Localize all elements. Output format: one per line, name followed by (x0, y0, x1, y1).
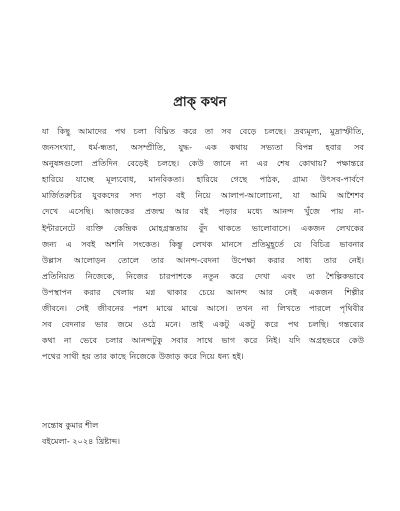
preface-line: অনুষঙ্গগুলো প্রতিদিন বেড়েই চলছে। কেউ জানে না এর শেষ কোথায়? পক্ষান্তরে (42, 158, 364, 169)
preface-line: জন্য এ সবই অশনি সংকেত। কিন্তু লেখক মানসে প্রতিমুহূর্তে যে বিচিত্র ভাবনার (42, 238, 364, 249)
preface-line: উল্লাস আলোড়ন তোলে তার আনন্দ-বেদনা উপেক্ষা করার সাধ্য তার নেই। (42, 254, 364, 265)
preface-body (42, 123, 364, 364)
preface-line: ইন্টারনেটে ব্যক্তি কেন্দ্রিক মোহগ্রস্ততায় বুঁদ থাকতে ভালোবাসে। একজন লেখকের (42, 222, 364, 233)
preface-line: উপস্থাপন করার খেলায় মগ্ন থাকার চেয়ে আনন্দ আর নেই একজন শিল্পীর (42, 286, 364, 297)
preface-line: সব বেদনার ভার জমে ওঠে মনে। তাই একটু একটু করে পথ চলছি। গন্তব্যের (42, 319, 364, 330)
page-title: প্রাক্‌ কথন (173, 95, 227, 110)
preface-line: যা কিছু আমাদের পথ চলা বিঘ্নিত করে তা সব বেড়ে চলছে। দ্রব্যমূল্য, মুদ্রাস্ফীতি, (42, 126, 364, 136)
preface-line: দেখে এসেছি। আজকের প্রজন্ম আর বই পড়ার মধ্যে আনন্দ খুঁজে পায় না- (42, 206, 364, 217)
preface-line: মার্জিতরুচির যুবকদের সদ্য পড়া বই নিয়ে আলাপ-আলোচনা, যা আমি আশৈশব (42, 190, 364, 201)
preface-line: হারিয়ে যাচ্ছে মূল্যবোধ, মানবিকতা। হারিয়ে গেছে পাঠক, গ্রাম্য উৎসব-পার্বণে (42, 174, 364, 185)
author-name: সন্তোষ কুমার শীল (42, 420, 99, 430)
signature-block (42, 417, 120, 449)
preface-line: জনসংখ্যা, ধর্ম-ন্ধতা, অসম্প্রীতি, যুদ্ধ- এক কথায় সভ্যতা বিপন্ন হবার সব (42, 142, 364, 153)
preface-line: প্রতিনিয়ত নিজেকে, নিজের চারপাশকে নতুন করে দেখা এবং তা শৈল্পিকভাবে (42, 270, 364, 281)
preface-line: জীবনে। সেই জীবনের পরশ মাঝে মাঝে আসে। তখন না লিখতে পারলে পৃথিবীর (42, 303, 364, 314)
preface-line: কথা না ভেবে চলার আনন্দটুকু সবার সাথে ভাগ করে নিই। যদি অগ্রহভরে কেউ (42, 335, 364, 346)
signature-date: বইমেলা- ২০২৪ খ্রিষ্টাব্দ। (42, 436, 121, 446)
preface-line: পথের সাথী হয় তার কাছে নিজেকে উজাড় করে দিয়ে ধন্য হই। (42, 351, 244, 362)
